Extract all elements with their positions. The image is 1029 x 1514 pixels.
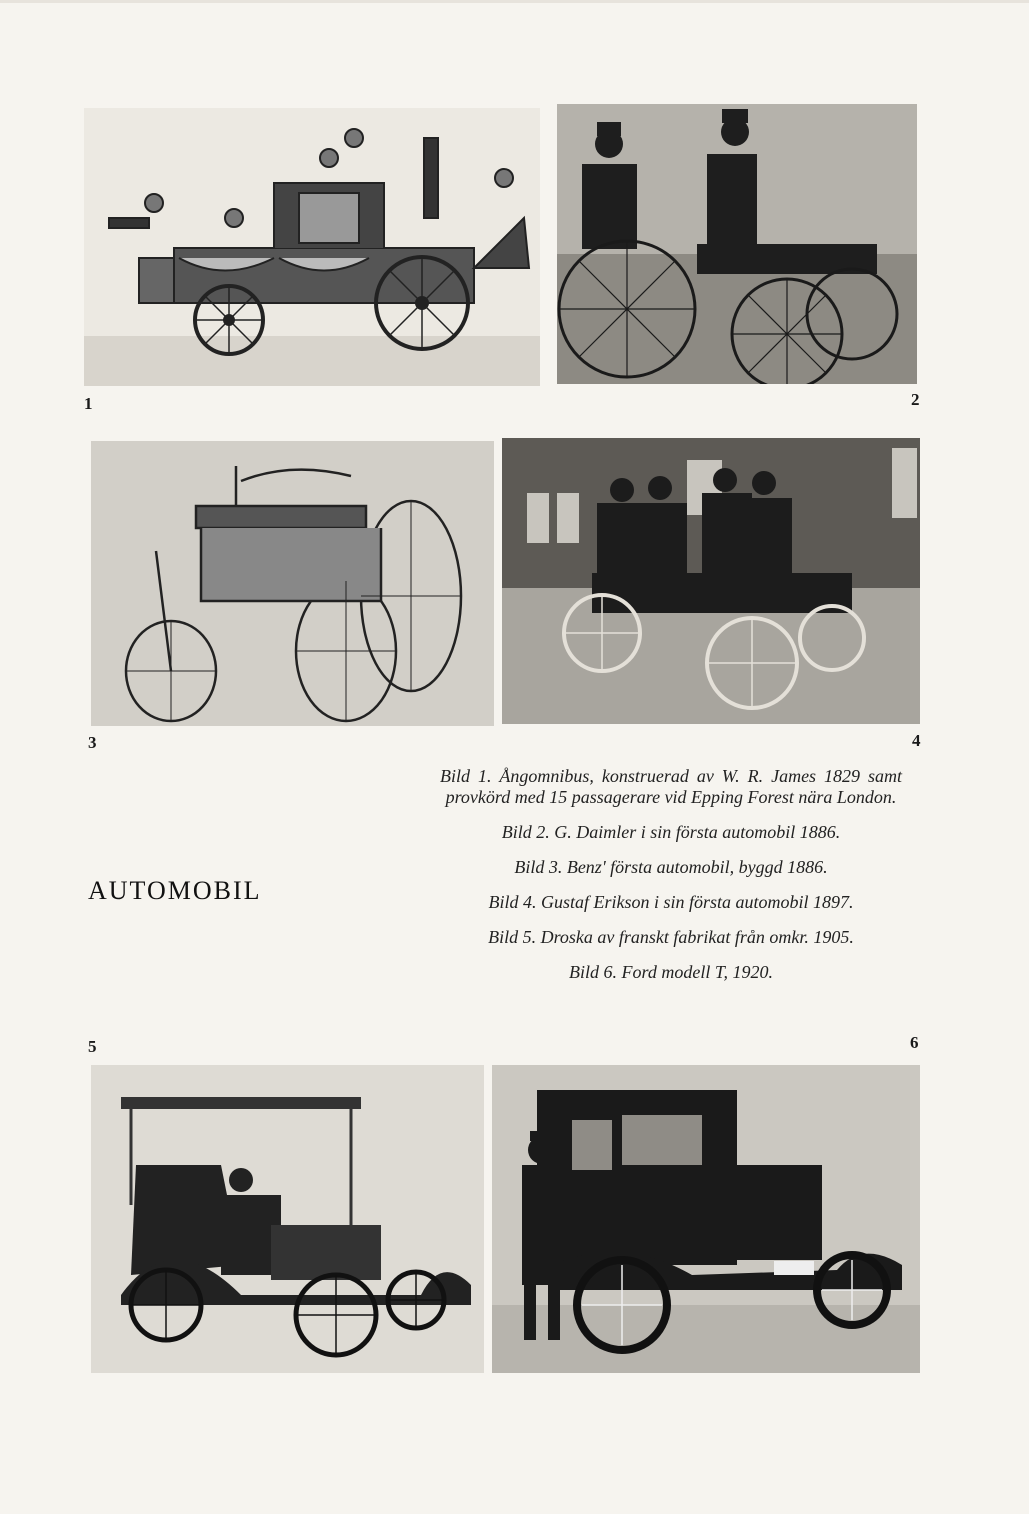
figure-1-number: 1: [84, 394, 93, 413]
figure-3-number: 3: [88, 733, 97, 752]
caption-bild-1: Bild 1. Ångomnibus, konstruerad av W. R. James 1829 samt provkörd med 15 passagerare vid Epping Forest nära London.: [440, 766, 902, 807]
caption-bild-5: Bild 5. Droska av franskt fabrikat från omkr. 1905.: [488, 927, 854, 947]
figure-6-number: 6: [910, 1033, 919, 1052]
caption-block: [440, 766, 902, 997]
figure-2-number: 2: [911, 390, 920, 409]
figure-4-image: [502, 438, 920, 724]
caption-bild-4: Bild 4. Gustaf Erikson i sin första automobil 1897.: [488, 892, 854, 912]
figure-5-image: [91, 1065, 484, 1373]
page-title: AUTOMOBIL: [88, 876, 262, 905]
figure-5-number: 5: [88, 1037, 97, 1056]
figure-6-image: [492, 1065, 920, 1373]
caption-bild-2: Bild 2. G. Daimler i sin första automobil 1886.: [501, 822, 841, 842]
figure-3-image: [91, 441, 494, 726]
caption-bild-3: Bild 3. Benz' första automobil, byggd 1886.: [514, 857, 828, 877]
page-top-edge: [0, 0, 1029, 3]
figure-1-image: [84, 108, 540, 386]
figure-2-image: [557, 104, 917, 384]
figure-4-number: 4: [912, 731, 921, 750]
caption-bild-6: Bild 6. Ford modell T, 1920.: [569, 962, 773, 982]
